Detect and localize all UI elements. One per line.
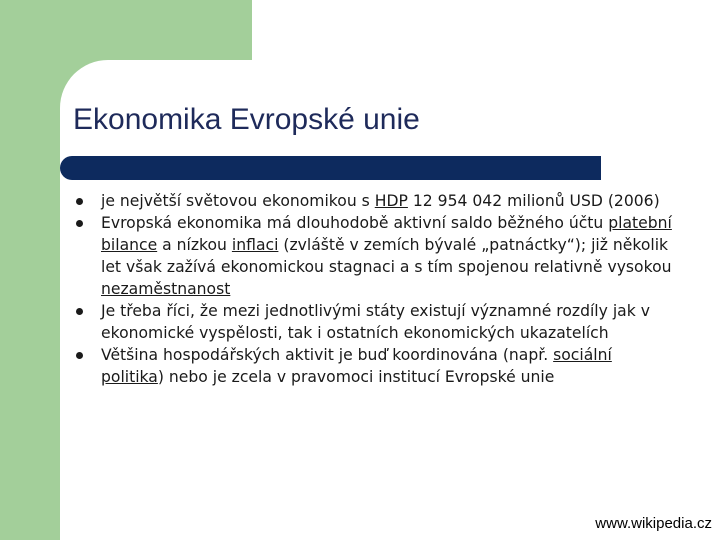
- bullet-text: Je třeba říci, že mezi jednotlivými státy existují významné rozdíly jak v ekonomické vyspělosti, tak i ostatních ekonomických ukazatelích: [101, 302, 650, 342]
- bullet-text: a nízkou: [157, 236, 232, 254]
- bullet-text: Většina hospodářských aktivit je buď koordinována (např.: [101, 346, 554, 364]
- source-caption: www.wikipedia.cz: [595, 515, 712, 532]
- hyperlink[interactable]: sociální politika: [101, 346, 612, 386]
- bullet-dot-icon: [76, 198, 83, 205]
- hyperlink[interactable]: HDP: [374, 192, 408, 210]
- bullet-dot-icon: [76, 308, 83, 315]
- bullet-dot-icon: [76, 352, 83, 359]
- bullet-text: ) nebo je zcela v pravomoci institucí Evropské unie: [157, 368, 555, 386]
- bullet-text: (zvláště v zemích bývalé „patnáctky“); již několik let však zažívá ekonomickou stagnaci a s tím spojenou relativně vysokou: [101, 236, 672, 276]
- slide-title: Ekonomika Evropské unie: [73, 103, 420, 136]
- bullet-text: 12 954 042 milionů USD (2006): [407, 192, 660, 210]
- bullet-text: je největší světovou ekonomikou s: [101, 192, 375, 210]
- bullet-dot-icon: [76, 220, 83, 227]
- hyperlink[interactable]: inflaci: [231, 236, 279, 254]
- hyperlink[interactable]: nezaměstnanost: [101, 280, 231, 298]
- bullet-item: [76, 190, 676, 212]
- bullet-item: [76, 344, 676, 388]
- bullet-item: [76, 212, 676, 300]
- title-underline-bar: [60, 156, 601, 180]
- bullet-text: Evropská ekonomika má dlouhodobě aktivní saldo běžného účtu: [101, 214, 609, 232]
- bullet-list: [76, 190, 676, 388]
- bullet-item: [76, 300, 676, 344]
- hyperlink[interactable]: platební bilance: [101, 214, 672, 254]
